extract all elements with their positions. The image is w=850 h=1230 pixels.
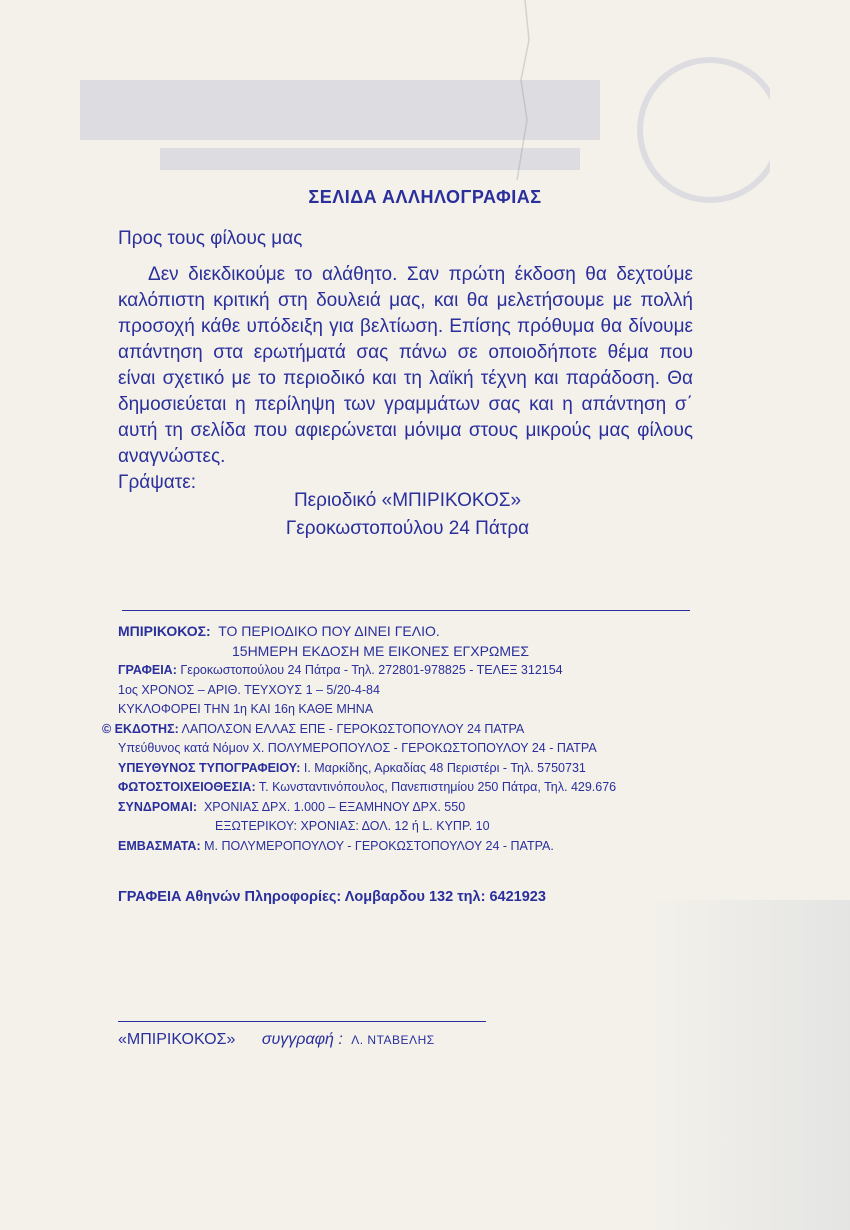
- body-paragraph: [118, 262, 693, 496]
- publisher-value: ΛΑΠΟΛΣΟΝ ΕΛΛΑΣ ΕΠΕ - ΓΕΡΟΚΩΣΤΟΠΟΥΛΟΥ 24 ΠΑΤΡΑ: [181, 721, 525, 736]
- author-label: συγγραφή :: [261, 1031, 343, 1048]
- printer-label: ΥΠΕΥΘΥΝΟΣ ΤΥΠΟΓΡΑΦΕΙΟΥ:: [118, 760, 301, 775]
- magazine-edition: 15ΗΜΕΡΗ ΕΚΔΟΣΗ ΜΕ ΕΙΚΟΝΕΣ ΕΓΧΡΩΜΕΣ: [232, 642, 530, 659]
- issue-line: 1ος ΧΡΟΝΟΣ – ΑΡΙΘ. ΤΕΥΧΟΥΣ 1 – 5/20-4-84: [118, 682, 380, 697]
- remittances-label: ΕΜΒΑΣΜΑΤΑ:: [118, 838, 201, 853]
- colophon-subscriptions-line: [118, 798, 616, 818]
- footer-credit: [118, 1031, 435, 1049]
- page-title: ΣΕΛΙΔΑ ΑΛΛΗΛΟΓΡΑΦΙΑΣ: [308, 187, 542, 207]
- colophon: [102, 622, 617, 856]
- subscriptions-label: ΣΥΝΔΡΟΜΑΙ:: [118, 799, 197, 814]
- footer-divider-rule: [118, 1021, 486, 1022]
- footer-title: «ΜΠΙΡΙΚΟΚΟΣ»: [118, 1031, 236, 1048]
- printer-value: Ι. Μαρκίδης, Αρκαδίας 48 Περιστέρι - Τηλ. 5750731: [303, 760, 586, 775]
- athens-offices: ΓΡΑΦΕΙΑ Αθηνών Πληροφορίες: Λομβαρδου 132 τηλ: 6421923: [118, 889, 546, 905]
- typesetting-label: ΦΩΤΟΣΤΟΙΧΕΙΟΘΕΣΙΑ:: [118, 780, 256, 794]
- typesetting-value: Τ. Κωνσταντινόπουλος, Πανεπιστημίου 250 Πάτρα, Τηλ. 429.676: [258, 780, 617, 794]
- magazine-label: ΜΠΙΡΙΚΟΚΟΣ:: [118, 623, 211, 639]
- colophon-typesetting-line: [118, 778, 616, 798]
- remittances-value: Μ. ΠΟΛΥΜΕΡΟΠΟΥΛΟΥ - ΓΕΡΟΚΩΣΤΟΠΟΥΛΟΥ 24 - ΠΑΤΡΑ.: [204, 838, 554, 853]
- magazine-tagline: ΤΟ ΠΕΡΙΟΔΙΚΟ ΠΟΥ ΔΙΝΕΙ ΓΕΛΙΟ.: [218, 623, 440, 639]
- legal-line: Υπεύθυνος κατά Νόμον Χ. ΠΟΛΥΜΕΡΟΠΟΥΛΟΣ - ΓΕΡΟΚΩΣΤΟΠΟΥΛΟΥ 24 - ΠΑΤΡΑ: [118, 741, 597, 755]
- body-text: Δεν διεκδικούμε το αλάθητο. Σαν πρώτη έκδοση θα δεχτούμε καλόπιστη κριτική στη δουλειά μας, και θα μελετήσουμε με πολλή προσοχή κάθε υπόδειξη για βελτίωση. Επίσης πρόθυμα θα δίνουμε απάντηση στα ερωτήματά σας πάνω σε οποιοδήποτε θέμα που είναι σχετικό με το περιοδικό και τη λαϊκή τέχνη και παράδοση. Θα δημοσιεύεται η περίληψη των γραμμάτων σας και η απάντηση σ΄ αυτή τη σελίδα που αφιερώνεται μόνιμα στους μικρούς μας φίλους αναγνώστες.: [118, 264, 693, 467]
- colophon-printer-line: [118, 759, 616, 779]
- paper-fold-crease: [505, 0, 545, 180]
- subscriptions-abroad: ΕΞΩΤΕΡΙΚΟΥ: ΧΡΟΝΙΑΣ: ΔΟΛ. 12 ή L. ΚΥΠΡ. 10: [215, 819, 490, 833]
- author-name: Λ. ΝΤΑΒΕΛΗΣ: [351, 1033, 435, 1047]
- colophon-remittances-line: [118, 837, 616, 857]
- paper-shadow: [650, 900, 850, 1230]
- greeting: Προς τους φίλους μας: [118, 228, 303, 249]
- write-to-label: Γράψατε:: [118, 472, 197, 493]
- circulation-line: ΚΥΚΛΟΦΟΡΕΙ ΤΗΝ 1η ΚΑΙ 16η ΚΑΘΕ ΜΗΝΑ: [118, 702, 374, 716]
- colophon-publisher-line: [102, 720, 616, 740]
- offices-value: Γεροκωστοπούλου 24 Πάτρα - Τηλ. 272801-978825 - ΤΕΛΕΞ 312154: [180, 663, 563, 677]
- divider-rule: [122, 610, 690, 611]
- offices-label: ΓΡΑΦΕΙΑ:: [118, 663, 177, 677]
- colophon-offices-line: [118, 661, 616, 681]
- address-line-2: Γεροκωστοπούλου 24 Πάτρα: [285, 518, 530, 539]
- address-line-1: Περιοδικό «ΜΠΙΡΙΚΟΚΟΣ»: [293, 490, 522, 511]
- subscriptions-domestic: ΧΡΟΝΙΑΣ ΔΡΧ. 1.000 – ΕΞΑΜΗΝΟΥ ΔΡΧ. 550: [203, 799, 466, 814]
- colophon-magazine-line: [118, 622, 616, 642]
- publisher-label: © ΕΚΔΟΤΗΣ:: [102, 721, 179, 736]
